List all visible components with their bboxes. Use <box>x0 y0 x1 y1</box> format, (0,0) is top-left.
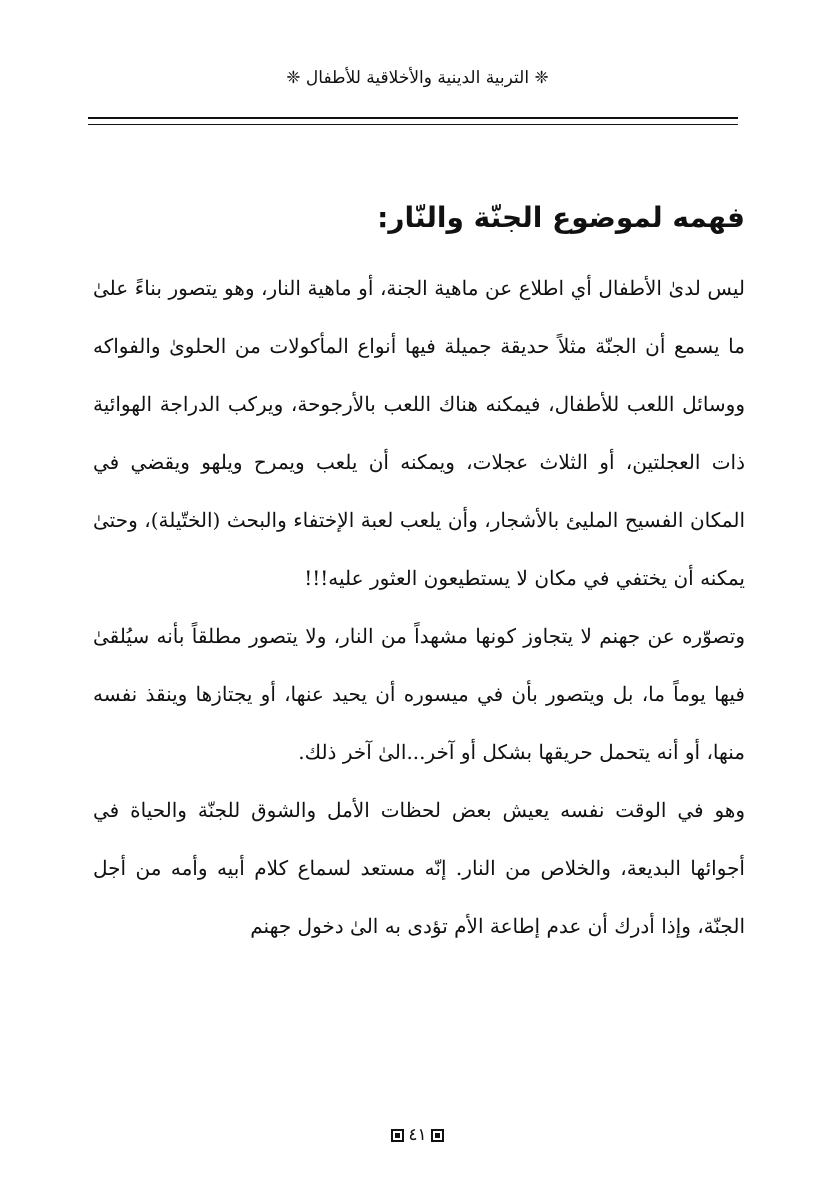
running-header: ❈ التربية الدينية والأخلاقية للأطفال ❈ <box>286 68 549 88</box>
square-ornament-icon <box>391 1129 404 1142</box>
paragraph-1: ليس لدىٰ الأطفال أي اطلاع عن ماهية الجنة، أو ماهية النار، وهو يتصور بناءً علىٰ ما يسمع أن الجنّة مثلاً حديقة جميلة فيها أنواع المأكولات من الحلوىٰ والفواكه ووسائل اللعب للأطفال، فيمكنه هناك اللعب بالأرجوحة، ويركب الدراجة الهوائية ذات العجلتين، أو الثلاث عجلات، ويمكنه أن يلعب ويمرح ويلهو ويقضي في المكان الفسيح المليئ بالأشجار، وأن يلعب لعبة الإختفاء والبحث (الختّيلة)، وحتىٰ يمكنه أن يختفي في مكان لا يستطيعون العثور عليه!!! <box>93 276 746 590</box>
page-number: ٤١ <box>408 1125 427 1145</box>
body-text <box>93 259 745 955</box>
section-title: فهمه لموضوع الجنّة والنّار: <box>377 201 745 234</box>
header-rule-thin <box>88 124 738 125</box>
paragraph-2: وتصوّره عن جهنم لا يتجاوز كونها مشهداً من النار، ولا يتصور مطلقاً بأنه سيُلقىٰ فيها يوماً ما، بل ويتصور بأن في ميسوره أن يحيد عنها، أو يجتازها وينقذ نفسه منها، أو أنه يتحمل حريقها بشكل أو آخر...الىٰ آخر ذلك. <box>93 624 745 764</box>
page-footer <box>0 1124 835 1146</box>
square-ornament-icon <box>431 1129 444 1142</box>
paragraph-3: وهو في الوقت نفسه يعيش بعض لحظات الأمل والشوق للجنّة والحياة في أجوائها البديعة، والخلاص من النار. إنّه مستعد لسماع كلام أبيه وأمه من أجل الجنّة، وإذا أدرك أن عدم إطاعة الأم تؤدى به الىٰ دخول جهنم <box>93 798 745 938</box>
header-rule-thick <box>88 117 738 119</box>
